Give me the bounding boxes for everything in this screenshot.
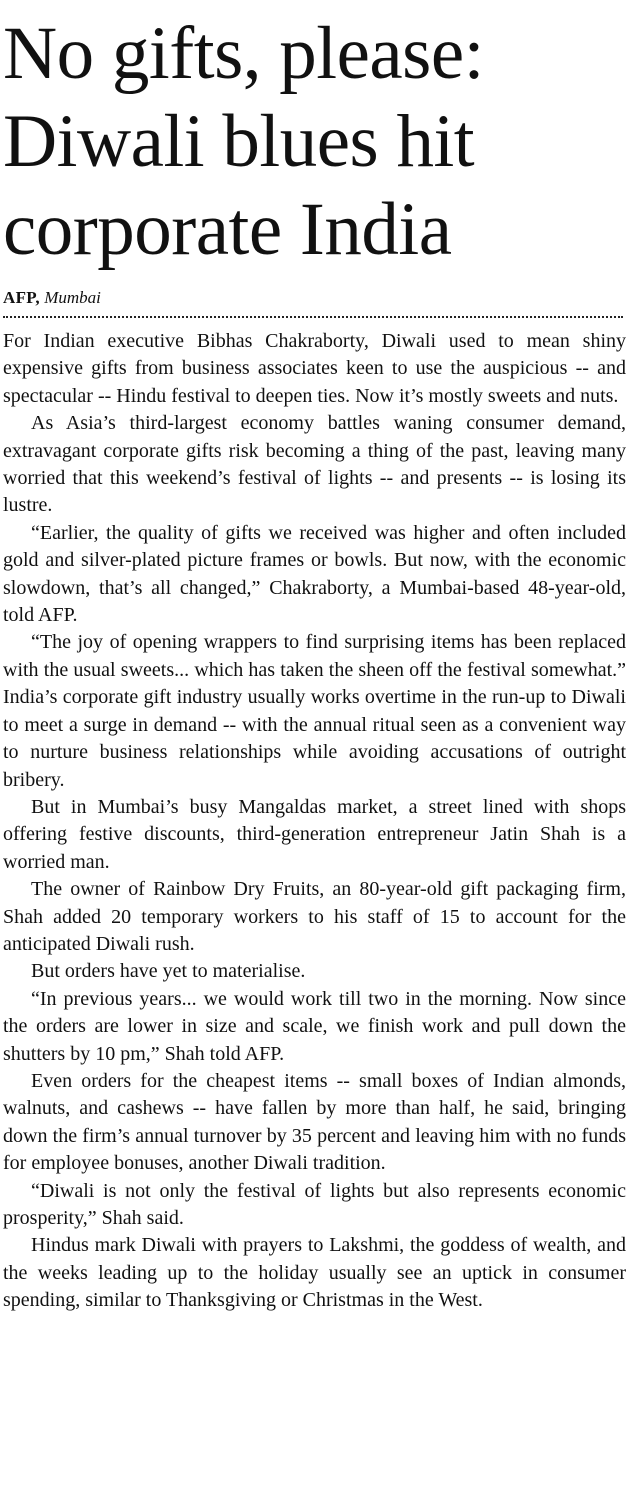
body-paragraph: As Asia’s third-largest economy battles waning consumer demand, extravagant corporate gifts risk becoming a thing of the past, leaving many worried that this weekend’s festival of lights -- and presents -- is losing its lustre. <box>3 412 626 517</box>
body-paragraph: “Diwali is not only the festival of lights but also represents economic prosperity,” Shah said. <box>3 1179 626 1229</box>
body-paragraph: For Indian executive Bibhas Chakraborty, Diwali used to mean shiny expensive gifts from business associates keen to use the auspicious -- and spectacular -- Hindu festival to deepen ties. Now it’s mostly sweets and nuts. <box>3 330 626 407</box>
byline-dateline: Mumbai <box>44 288 101 307</box>
body-paragraph: But in Mumbai’s busy Mangaldas market, a street lined with shops offering festive discounts, third-generation entrepreneur Jatin Shah is a worried man. <box>3 795 626 873</box>
body-paragraph: “In previous years... we would work till two in the morning. Now since the orders are lower in size and scale, we finish work and pull down the shutters by 10 pm,” Shah told AFP. <box>3 987 626 1065</box>
byline-agency: AFP, <box>3 288 40 307</box>
body-paragraph: But orders have yet to materialise. <box>31 960 306 983</box>
body-paragraph: The owner of Rainbow Dry Fruits, an 80-year-old gift packaging firm, Shah added 20 temporary workers to his staff of 15 to account for the anticipated Diwali rush. <box>3 878 626 955</box>
byline <box>3 288 629 308</box>
body-paragraph: “The joy of opening wrappers to find surprising items has been replaced with the usual sweets... which has taken the sheen off the festival somewhat.” India’s corporate gift industry usually works overtime in the run-up to Diwali to meet a surge in demand -- with the annual ritual seen as a convenient way to nurture business relationships while avoiding accusations of outright bribery. <box>3 631 626 791</box>
body-paragraph: “Earlier, the quality of gifts we received was higher and often included gold and silver-plated picture frames or bowls. But now, with the economic slowdown, that’s all changed,” Chakraborty, a Mumbai-based 48-year-old, told AFP. <box>3 521 626 627</box>
headline: No gifts, please: Diwali blues hit corporate India <box>3 12 484 271</box>
article-body <box>0 318 629 1315</box>
body-paragraph: Even orders for the cheapest items -- small boxes of Indian almonds, walnuts, and cashews -- have fallen by more than half, he said, bringing down the firm’s annual turnover by 35 percent and leaving him with no funds for employee bonuses, another Diwali tradition. <box>3 1069 626 1175</box>
body-paragraph: Hindus mark Diwali with prayers to Lakshmi, the goddess of wealth, and the weeks leading up to the holiday usually see an uptick in consumer spending, similar to Thanksgiving or Christmas in the West. <box>3 1234 626 1312</box>
